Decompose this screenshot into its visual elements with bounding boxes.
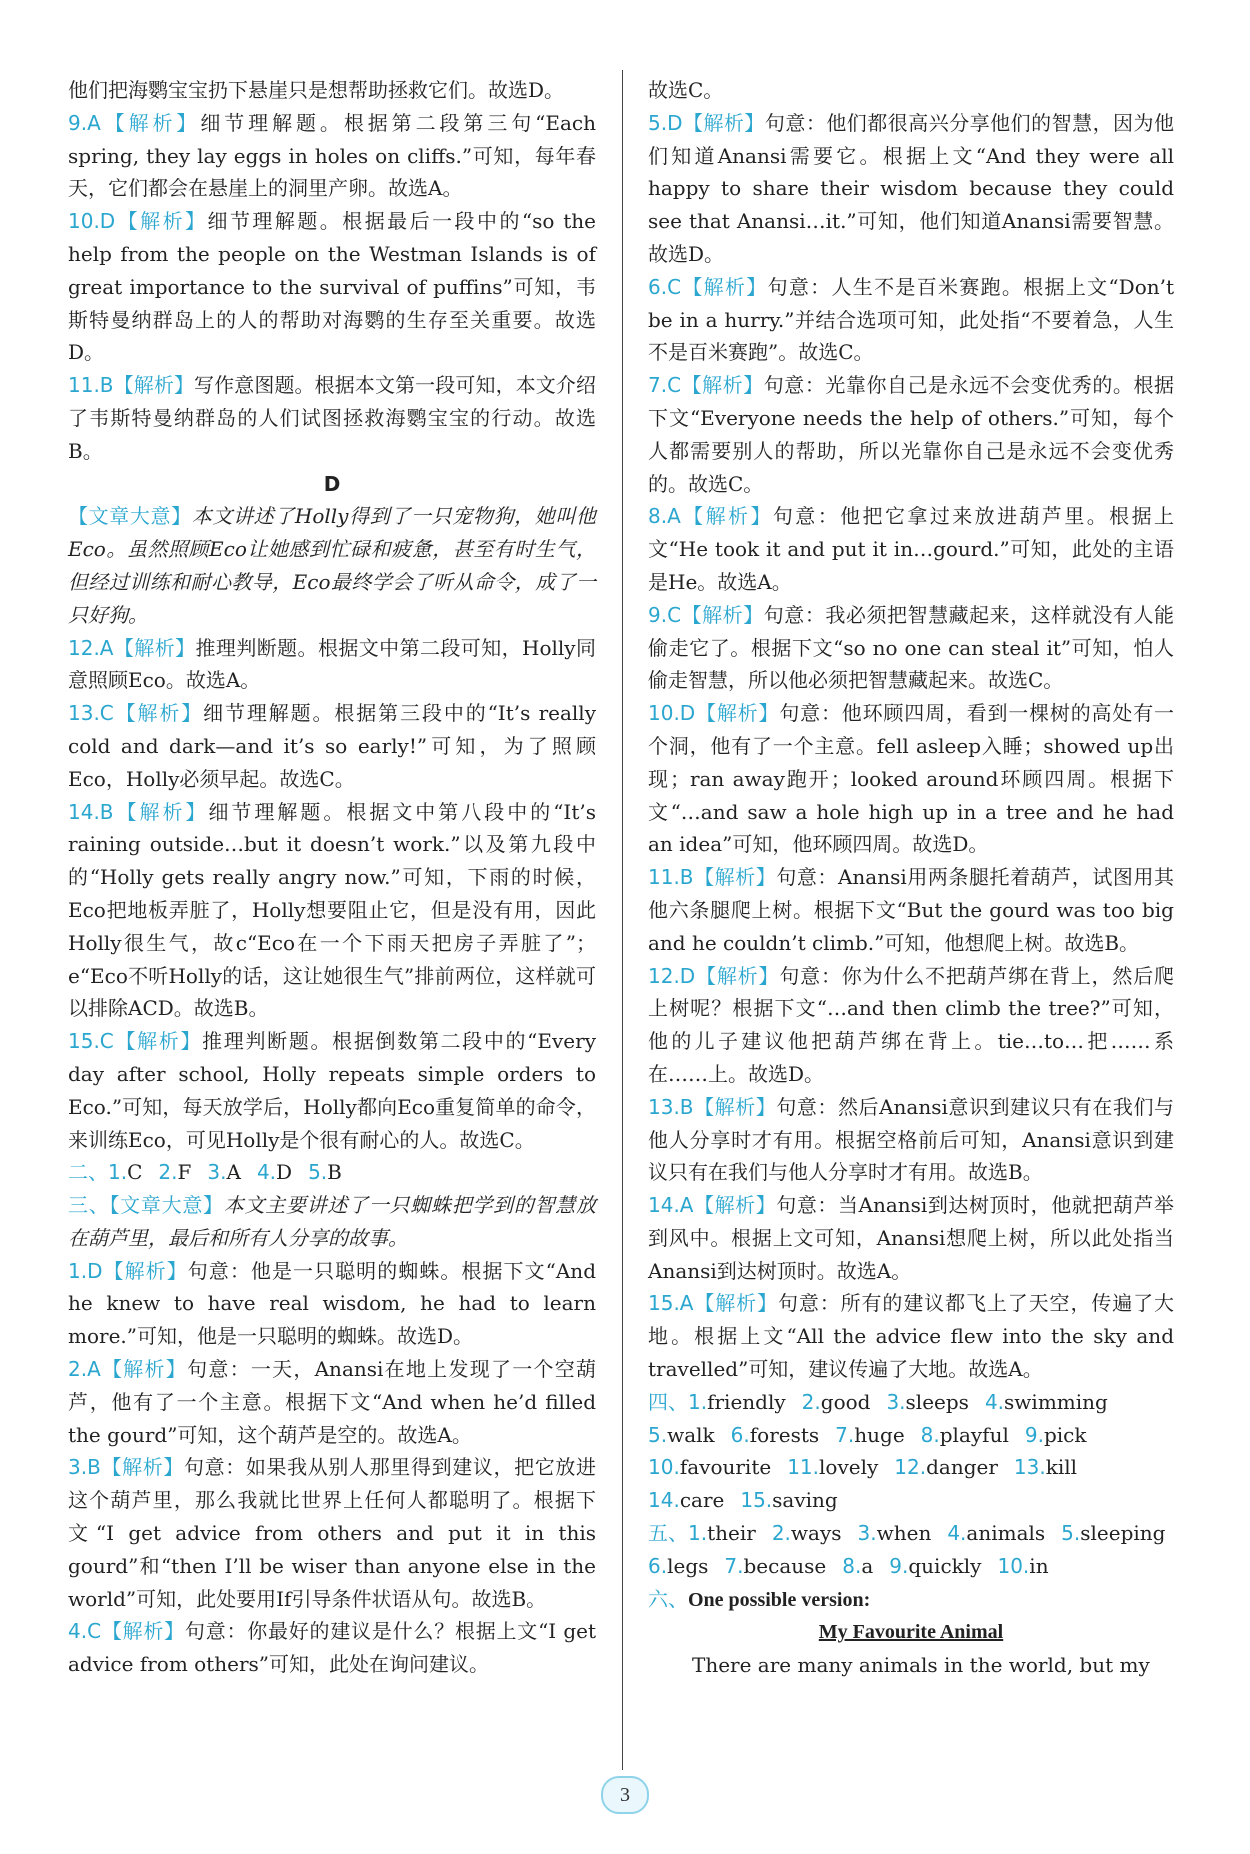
- column-divider: [622, 70, 623, 1770]
- answer-explanation: [68, 1451, 596, 1615]
- section-prefix: 三、: [68, 1193, 110, 1218]
- section-prefix: 二、: [68, 1160, 108, 1185]
- explanation-text: 句意：他把它拿过来放进葫芦里。根据上文“He took it and put it in…gourd.”可知，此处的主语是He。故选A。: [648, 504, 1175, 594]
- question-number: 11.B: [68, 373, 114, 398]
- answer-row: [648, 1484, 1174, 1517]
- essay-paragraph: There are many animals in the world, but my: [692, 1653, 1150, 1678]
- text-block: 故选C。: [648, 78, 724, 102]
- answer-value: favourite: [679, 1455, 772, 1480]
- text-block: 他们把海鹦宝宝扔下悬崖只是想帮助拯救它们。故选D。: [68, 78, 565, 102]
- question-number: 5.D: [648, 110, 683, 135]
- analysis-tag: 【解析】: [113, 799, 209, 824]
- answer-explanation: [68, 796, 596, 1026]
- explanation-text: 句意：所有的建议都飞上了天空，传遍了大地。根据上文“All the advice flew into the sky and travelled”可知，建议传遍了大地。故选A。: [648, 1291, 1175, 1382]
- answer-item: [1025, 1423, 1087, 1447]
- answer-explanation: [648, 500, 1174, 598]
- analysis-tag: 【解析】: [115, 209, 208, 234]
- page-footer: [0, 1776, 1250, 1826]
- analysis-tag: 【解析】: [695, 701, 780, 726]
- left-column: [68, 74, 596, 1681]
- answer-value: saving: [772, 1488, 838, 1513]
- analysis-tag: 【解析】: [113, 635, 196, 660]
- answer-row: [648, 1550, 1174, 1583]
- question-number: 4.C: [68, 1619, 102, 1644]
- analysis-tag: 【解析】: [693, 865, 777, 890]
- answer-value: friendly: [707, 1389, 786, 1414]
- answer-item: [985, 1390, 1108, 1414]
- explanation-text: 细节理解题。根据第三段中的“It’s really cold and dark—and it’s so early!”可知，为了照顾Eco，Holly必须早起。故选C。: [68, 701, 596, 791]
- answer-explanation: [68, 632, 596, 698]
- answer-value: quickly: [908, 1553, 982, 1578]
- answer-item: [894, 1455, 998, 1479]
- answer-number: 4.: [947, 1521, 967, 1546]
- question-number: 2.A: [68, 1357, 101, 1382]
- analysis-tag: 【解析】: [693, 1291, 778, 1316]
- article-summary: [68, 500, 596, 631]
- question-number: 1.D: [68, 1258, 103, 1283]
- question-number: 12.D: [648, 963, 696, 988]
- answer-number: 13.: [1013, 1455, 1046, 1480]
- answer-number: 11.: [787, 1455, 820, 1480]
- explanation-text: 推理判断题。根据文中第二段可知，Holly同意照顾Eco。故选A。: [68, 635, 596, 693]
- answer-number: 2.: [158, 1160, 178, 1185]
- explanation-text: 句意：人生不是百米赛跑。根据上文“Don’t be in a hurry.”并结合选项可知，此处指“不要着急，人生不是百米赛跑”。故选C。: [648, 274, 1175, 365]
- answer-number: 5.: [648, 1422, 668, 1447]
- answer-item: [889, 1554, 981, 1578]
- explanation-text: 句意：光靠你自己是永远不会变优秀的。根据下文“Everyone needs the help of others.”可知，每个人都需要别人的帮助，所以光靠你自己是永远不会变优秀的。故选C。: [648, 373, 1175, 496]
- analysis-tag: 【解析】: [102, 1258, 188, 1283]
- question-number: 10.D: [648, 701, 696, 726]
- answer-number: 3.: [857, 1521, 877, 1546]
- question-number: 15.A: [648, 1291, 694, 1316]
- explanation-text: 句意：Anansi用两条腿托着葫芦，试图用其他六条腿爬上树。根据下文“But the gourd was too big and he couldn’t climb.”可知，他想爬上树。故选B。: [648, 865, 1174, 955]
- answer-value: lovely: [819, 1455, 879, 1480]
- answer-explanation: [648, 697, 1174, 861]
- question-number: 3.B: [68, 1455, 101, 1480]
- answer-item: [772, 1521, 842, 1545]
- answer-explanation: [648, 107, 1174, 271]
- question-number: 13.B: [648, 1094, 694, 1119]
- answer-value: because: [743, 1553, 827, 1578]
- answer-item: [648, 1455, 771, 1479]
- answer-value: swimming: [1004, 1389, 1108, 1414]
- explanation-text: 句意：然后Anansi意识到建议只有在我们与他人分享时才有用。根据空格前后可知，Anansi意识到建议只有在我们与他人分享时才有用。故选B。: [648, 1094, 1174, 1185]
- analysis-tag: 【解析】: [681, 274, 768, 299]
- answer-number: 12.: [894, 1455, 927, 1480]
- answer-explanation: [68, 1615, 596, 1681]
- question-number: 10.D: [68, 209, 116, 234]
- explanation-text: 写作意图题。根据本文第一段可知，本文介绍了韦斯特曼纳群岛的人们试图拯救海鹦宝宝的行动。故选B。: [68, 373, 597, 463]
- answer-row: [648, 1451, 1174, 1484]
- summary-tag: 【文章大意】: [68, 504, 192, 529]
- answer-value: danger: [926, 1455, 998, 1480]
- answer-item: [787, 1455, 878, 1479]
- section-prefix: 五、: [648, 1521, 688, 1546]
- answer-item: [688, 1521, 756, 1545]
- answer-row: [648, 1386, 1174, 1419]
- answer-number: 15.: [740, 1488, 773, 1513]
- answer-number: 9.: [1024, 1422, 1044, 1447]
- analysis-tag: 【解析】: [113, 1029, 203, 1054]
- right-column: [648, 74, 1174, 1682]
- answer-item: [886, 1390, 969, 1414]
- explanation-text: 细节理解题。根据文中第八段中的“It’s raining outside…but it doesn’t work.”以及第九段中的“Holly gets really angry now.”可知，下雨的时候，Eco把地板弄脏了，Holly想要阻止它，但是没有用，因此Holly很生气，故c“Eco在一个下雨天把房子弄脏了”；e“Eco不听Holly的话，这让她很生气”排前两位，这样就可以排除ACD。故选B。: [68, 799, 596, 1021]
- analysis-tag: 【解析】: [100, 1357, 188, 1382]
- explanation-text: 句意：我必须把智慧藏起来，这样就没有人能偷走它了。根据下文“so no one can steal it”可知，怕人偷走智慧，所以他必须把智慧藏起来。故选C。: [648, 602, 1175, 693]
- answer-explanation: [648, 599, 1174, 697]
- answer-value: good: [820, 1389, 871, 1414]
- answer-item: [835, 1423, 905, 1447]
- answer-value: huge: [854, 1422, 905, 1447]
- answer-item: [308, 1160, 342, 1184]
- answer-row: [68, 1156, 596, 1189]
- analysis-tag: 【解析】: [100, 1455, 184, 1480]
- answer-row: [648, 1419, 1174, 1452]
- answer-number: 5.: [1061, 1521, 1081, 1546]
- answer-explanation: [648, 960, 1174, 1091]
- question-number: 8.A: [648, 504, 681, 529]
- explanation-text: 推理判断题。根据倒数第二段中的“Every day after school, Holly repeats simple orders to Eco.”可知，每天放学后，Holly都向Eco重复简单的命令，来训练Eco，可见Holly是个很有耐心的人。故选C。: [68, 1029, 597, 1152]
- answer-number: 6.: [648, 1553, 668, 1578]
- analysis-tag: 【解析】: [100, 110, 201, 135]
- question-number: 6.C: [648, 274, 682, 299]
- answer-number: 14.: [648, 1488, 680, 1513]
- answer-number: 4.: [256, 1160, 277, 1185]
- answer-item: [207, 1160, 241, 1184]
- question-number: 9.A: [68, 110, 101, 135]
- answer-item: [858, 1521, 932, 1545]
- answer-item: [731, 1423, 820, 1447]
- answer-item: [1014, 1455, 1077, 1479]
- answer-item: [802, 1390, 871, 1414]
- answer-value: kill: [1045, 1455, 1078, 1480]
- analysis-tag: 【解析】: [680, 504, 773, 529]
- answer-item: [257, 1160, 292, 1184]
- answer-value: forests: [749, 1422, 820, 1447]
- answer-number: 1.: [688, 1389, 708, 1414]
- answer-explanation: [68, 1025, 596, 1156]
- summary-text: 本文主要讲述了一只蜘蛛把学到的智慧放在葫芦里，最后和所有人分享的故事。: [68, 1193, 597, 1250]
- answer-item: [648, 1554, 708, 1578]
- answer-number: 7.: [835, 1422, 855, 1447]
- explanation-text: 句意：如果我从别人那里得到建议，把它放进这个葫芦里，那么我就比世界上任何人都聪明了。根据下文“I get advice from others and put it in this gourd”和“then I’ll be wiser than anyone else in the world”可知，此处要用If引导条件状语从句。故选B。: [68, 1455, 597, 1611]
- answer-explanation: [648, 1091, 1174, 1189]
- heading-text: One possible version:: [688, 1588, 871, 1611]
- answer-explanation: [68, 1353, 596, 1451]
- answer-number: 8.: [842, 1553, 862, 1578]
- answer-number: 10.: [648, 1455, 680, 1480]
- answer-value: sleeping: [1080, 1521, 1166, 1546]
- answer-value: when: [876, 1521, 932, 1546]
- answer-value: D: [276, 1160, 293, 1185]
- answer-item: [997, 1554, 1048, 1578]
- answer-explanation: [68, 697, 596, 795]
- answer-item: [108, 1160, 142, 1184]
- answer-explanation: [648, 271, 1174, 369]
- answer-number: 9.: [889, 1553, 909, 1578]
- answer-number: 2.: [771, 1521, 791, 1546]
- explanation-text: 句意：你最好的建议是什么？根据上文“I get advice from others”可知，此处在询问建议。: [68, 1619, 596, 1677]
- answer-item: [724, 1554, 826, 1578]
- answer-number: 3.: [207, 1160, 227, 1185]
- answer-number: 1.: [108, 1160, 128, 1185]
- answer-number: 5.: [308, 1160, 328, 1185]
- answer-item: [688, 1390, 786, 1414]
- answer-value: C: [127, 1160, 143, 1185]
- answer-number: 1.: [688, 1521, 708, 1546]
- section-prefix: 六、: [648, 1586, 688, 1611]
- answer-explanation: [648, 369, 1174, 500]
- analysis-tag: 【解析】: [693, 1193, 777, 1218]
- answer-value: pick: [1043, 1422, 1087, 1447]
- explanation-text: 细节理解题。根据第二段第三句“Each spring, they lay eggs in holes on cliffs.”可知，每年春天，它们都会在悬崖上的洞里产卵。故选A。: [68, 110, 596, 201]
- answer-explanation: [68, 205, 596, 369]
- analysis-tag: 【解析】: [693, 1094, 777, 1119]
- analysis-tag: 【解析】: [682, 110, 765, 135]
- explanation-text: 句意：他们都很高兴分享他们的智慧，因为他们知道Anansi需要它。根据上文“And they were all happy to share their wisdom because they could see that Anansi…it.”可知，他们知道Anansi需要智慧。故选D。: [648, 110, 1175, 266]
- analysis-tag: 【解析】: [113, 701, 204, 726]
- answer-item: [921, 1423, 1009, 1447]
- answer-value: legs: [667, 1553, 709, 1578]
- analysis-tag: 【解析】: [101, 1619, 185, 1644]
- answer-row: [648, 1517, 1174, 1550]
- page-number: 3: [601, 1776, 649, 1814]
- answer-value: their: [707, 1521, 756, 1546]
- answer-value: A: [226, 1160, 241, 1185]
- question-number: 11.B: [648, 865, 694, 890]
- answer-item: [158, 1160, 191, 1184]
- answer-value: walk: [667, 1422, 715, 1447]
- question-number: 14.A: [648, 1193, 694, 1218]
- answer-value: ways: [790, 1521, 842, 1546]
- analysis-tag: 【解析】: [681, 373, 764, 398]
- answer-value: animals: [966, 1521, 1046, 1546]
- answer-value: B: [327, 1160, 342, 1185]
- answer-explanation: [648, 1287, 1174, 1385]
- answer-item: [947, 1521, 1045, 1545]
- answer-item: [648, 1488, 724, 1512]
- question-number: 15.C: [68, 1029, 114, 1054]
- explanation-text: 句意：他环顾四周，看到一棵树的高处有一个洞，他有了一个主意。fell asleep入睡；showed up出现；ran away跑开；looked around环顾四周。根据下文“…and saw a hole high up in a tree and he had an idea”可知，他环顾四周。故选D。: [648, 701, 1175, 857]
- answer-value: sleeps: [905, 1389, 969, 1414]
- answer-item: [740, 1488, 837, 1512]
- answer-item: [648, 1423, 715, 1447]
- answer-number: 10.: [997, 1553, 1030, 1578]
- analysis-tag: 【解析】: [681, 602, 764, 627]
- writing-heading: [648, 1583, 1174, 1617]
- explanation-text: 句意：你为什么不把葫芦绑在背上，然后爬上树呢？根据下文“…and then climb the tree?”可知，他的儿子建议他把葫芦绑在背上。tie…to…把……系在……上。故选D。: [648, 963, 1175, 1086]
- answer-explanation: [648, 861, 1174, 959]
- question-number: 14.B: [68, 799, 114, 824]
- summary-tag: 【文章大意】: [109, 1193, 224, 1218]
- answer-item: [1061, 1521, 1165, 1545]
- explanation-text: 句意：当Anansi到达树顶时，他就把葫芦举到风中。根据上文可知，Anansi想爬上树，所以此处指当Anansi到达树顶时。故选A。: [648, 1193, 1175, 1283]
- section-prefix: 四、: [648, 1389, 688, 1414]
- question-number: 9.C: [648, 602, 682, 627]
- answer-value: care: [679, 1488, 725, 1513]
- explanation-text: 句意：一天，Anansi在地上发现了一个空葫芦，他有了一个主意。根据下文“And when he’d filled the gourd”可知，这个葫芦是空的。故选A。: [68, 1357, 596, 1447]
- article-summary: [68, 1189, 596, 1255]
- answer-value: F: [177, 1160, 192, 1185]
- explanation-text: 细节理解题。根据最后一段中的“so the help from the people on the Westman Islands is of great importance to the survival of puffins”可知，韦斯特曼纳群岛上的人的帮助对海鹦的生存至关重要。故选D。: [68, 209, 597, 365]
- answer-value: in: [1029, 1553, 1049, 1578]
- answer-number: 7.: [724, 1553, 744, 1578]
- answer-number: 4.: [984, 1389, 1005, 1414]
- essay-title: My Favourite Animal: [818, 1621, 1004, 1644]
- answer-number: 6.: [730, 1422, 750, 1447]
- answer-number: 2.: [801, 1389, 821, 1414]
- section-heading: D: [323, 471, 341, 496]
- question-number: 7.C: [648, 373, 682, 398]
- answer-explanation: [68, 1255, 596, 1353]
- summary-text: 本文讲述了Holly得到了一只宠物狗，她叫他Eco。虽然照顾Eco让她感到忙碌和疲惫，甚至有时生气，但经过训练和耐心教导，Eco最终学会了听从命令，成了一只好狗。: [68, 504, 596, 627]
- answer-explanation: [648, 1189, 1174, 1287]
- question-number: 13.C: [68, 701, 114, 726]
- analysis-tag: 【解析】: [113, 373, 195, 398]
- question-number: 12.A: [68, 635, 114, 660]
- analysis-tag: 【解析】: [695, 963, 780, 988]
- answer-number: 3.: [886, 1389, 906, 1414]
- answer-explanation: [68, 107, 596, 205]
- answer-value: playful: [939, 1422, 1009, 1447]
- explanation-text: 句意：他是一只聪明的蜘蛛。根据下文“And he knew to have real wisdom, he had to learn more.”可知，他是一只聪明的蜘蛛。故选D。: [68, 1258, 596, 1349]
- answer-item: [842, 1554, 873, 1578]
- answer-number: 8.: [920, 1422, 940, 1447]
- answer-value: a: [861, 1553, 874, 1578]
- answer-explanation: [68, 369, 596, 467]
